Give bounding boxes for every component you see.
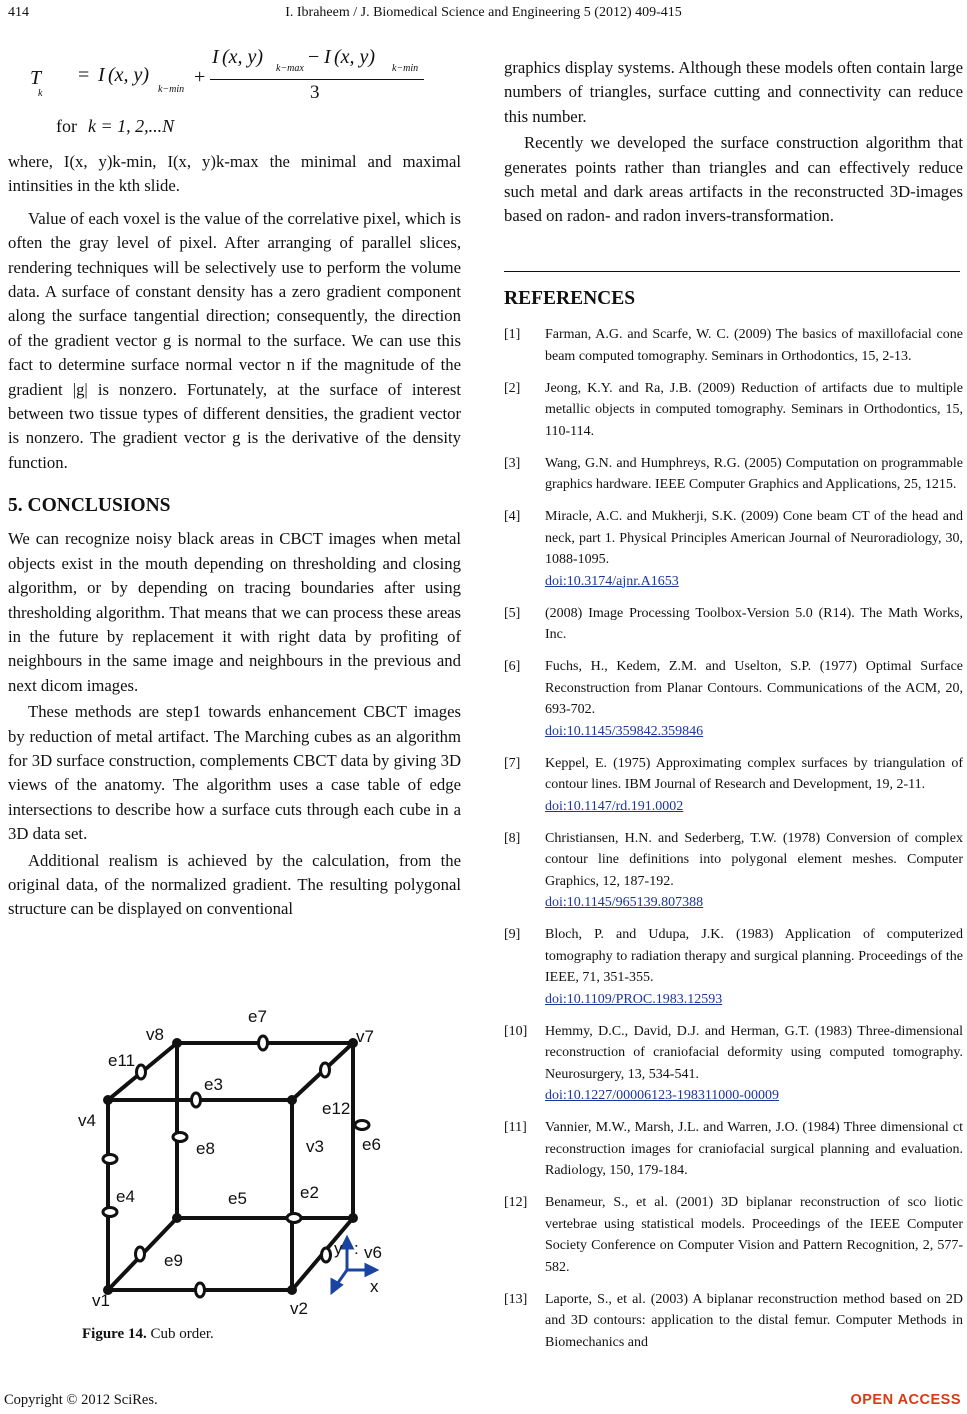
edge-midpoint (192, 1093, 201, 1107)
references-divider (504, 271, 960, 272)
running-head: I. Ibraheem / J. Biomedical Science and Engineering 5 (2012) 409-415 (285, 5, 682, 20)
reference-number: [9] (504, 927, 521, 942)
reference-item (504, 453, 963, 496)
reference-doi-link[interactable]: doi:10.1145/359842.359846 (545, 723, 704, 739)
edge-midpoint (137, 1065, 146, 1079)
formula-for: for (56, 116, 77, 136)
reference-item (504, 1021, 963, 1107)
page-number: 414 (8, 5, 29, 20)
reference-number: [11] (504, 1120, 527, 1135)
reference-number: [7] (504, 755, 521, 771)
reference-number: [6] (504, 659, 521, 674)
recent-work-paragraph: Recently we developed the surface construction algorithm that generates points rather than triangles and can effectively reduce such metal and dark areas artifacts in the reconstructed 3D-images based on radon- and radon invers-transformation. (504, 133, 963, 226)
edge-midpoint (173, 1133, 187, 1142)
label-e9: e9 (164, 1251, 183, 1270)
label-e5: e5 (228, 1189, 247, 1208)
conclusions-paragraph-1: We can recognize noisy black areas in CBCT images when metal objects exist in the mouth depending on thresholding and closing algorithm, or by depending on tracing boundaries after using thresholding algorithm. That means that we can process these areas in the future by replacement it with right data by profiting of neighbours in the same image and neighbours in the previous and next dicom images. (8, 529, 461, 695)
reference-text: Keppel, E. (1975) Approximating complex surfaces by triangulation of contour lines. IBM Journal of Research and Development, 19, 2-11. (545, 755, 963, 792)
reference-item (504, 828, 963, 914)
formula-minus: − (308, 46, 320, 68)
label-v6: v6 (364, 1243, 382, 1262)
reference-item (504, 324, 963, 367)
reference-item (504, 603, 963, 646)
formula-rhs-i: I (98, 64, 105, 86)
conclusions-paragraph-2: These methods are step1 towards enhancement CBCT images by reduction of metal artifact. The Marching cubes as an algorithm for 3D surface construction, complements CBCT data by giving 3D views of the anatomy. The algorithm uses a case table of edge intersections to describe how a surface cuts through each cube in a 3D data set. (8, 702, 461, 844)
fraction-bar (210, 79, 424, 80)
formula-lhs-sub: k (38, 88, 43, 99)
edge-midpoint (103, 1155, 117, 1164)
figure-caption-text: Cub order. (146, 1326, 214, 1342)
right-column (504, 56, 963, 229)
edge-midpoints (103, 1036, 369, 1297)
left-column (8, 40, 461, 922)
label-v2: v2 (290, 1299, 308, 1314)
reference-text: Miracle, A.C. and Mukherji, S.K. (2009) Cone beam CT of the head and neck, part 1. Physical Principles American Journal of Neuroradiology, 30, 1088-1095. (545, 509, 963, 567)
formula-denominator: 3 (310, 82, 320, 103)
x-arrowhead (366, 1265, 376, 1275)
figure-caption-label: Figure 14. (82, 1326, 147, 1342)
reference-text: Wang, G.N. and Humphreys, R.G. (2005) Computation on programmable graphics hardware. IEEE Computer Graphics and Applications, 25, 1215. (545, 455, 963, 492)
vertex-dot (172, 1038, 182, 1048)
voxel-paragraph: Value of each voxel is the value of the correlative pixel, which is often the gray level of pixel. After arranging of parallel slices, rendering techniques will be selectively use to perform the volume data. A surface of constant density has a zero gradient component along the surface tangential direction; consequently, the direction of the gradient vector g is normal to the surface. We can use this fact to determine surface normal vector n if the magnitude of the gradient |g| is nonzero. Fortunately, at the surface of interest between two tissue types of different densities, the gradient vector is nonzero. The gradient vector g is the derivative of the density function. (8, 208, 461, 472)
edge-midpoint (196, 1283, 205, 1297)
reference-number: [8] (504, 830, 521, 846)
label-e6: e6 (362, 1135, 381, 1154)
graphics-paragraph: graphics display systems. Although these models often contain large numbers of triangles, surface cutting and connectivity can reduce this number. (504, 58, 963, 126)
label-v7: v7 (356, 1027, 374, 1046)
label-e11: e11 (108, 1051, 136, 1070)
reference-text: Christiansen, H.N. and Sederberg, T.W. (1978) Conversion of complex contour line definitions into polygonal element meshes. Computer Graphics, 12, 187-192. (545, 830, 963, 889)
formula-num-sub-min: k−min (392, 63, 419, 74)
reference-doi-link[interactable]: doi:10.3174/ajnr.A1653 (545, 573, 679, 589)
reference-item (504, 506, 963, 592)
figure-caption (82, 1326, 214, 1343)
label-e3: e3 (204, 1075, 223, 1094)
reference-number: [5] (504, 605, 521, 621)
edge-midpoint (355, 1121, 369, 1130)
formula-num-i2: I (324, 46, 331, 68)
reference-item (504, 378, 963, 443)
formula-rhs-args: (x, y) (108, 64, 150, 86)
edge-midpoint (136, 1247, 145, 1261)
label-e12: e12 (322, 1099, 351, 1118)
reference-doi-link[interactable]: doi:10.1227/00006123-198311000-00009 (545, 1088, 779, 1103)
formula-num-args2: (x, y) (334, 46, 376, 68)
formula-num-sub-max: k−max (276, 63, 304, 74)
formula-num-i1: I (212, 46, 219, 68)
where-paragraph: where, I(x, y)k-min, I(x, y)k-max the minimal and maximal intinsities in the kth slide. (8, 152, 461, 196)
edge-midpoint (321, 1063, 330, 1077)
edge-midpoint (322, 1248, 331, 1262)
label-e4: e4 (116, 1187, 135, 1206)
label-v4: v4 (78, 1111, 96, 1130)
reference-number: [12] (504, 1195, 528, 1210)
reference-text: Laporte, S., et al. (2003) A biplanar reconstruction method based on 2D and 3D contours: application to the distal femur. Computer Methods in Biomechanics and (545, 1291, 963, 1350)
edge-midpoint (259, 1036, 268, 1050)
reference-number: [10] (504, 1023, 528, 1039)
reference-number: [1] (504, 327, 521, 342)
reference-text: (2008) Image Processing Toolbox-Version 5.0 (R14). The Math Works, Inc. (545, 605, 963, 642)
formula-plus: + (194, 66, 206, 88)
reference-doi-link[interactable]: doi:10.1145/965139.807388 (545, 895, 704, 910)
reference-item (504, 1289, 963, 1354)
references-list (504, 324, 963, 1353)
copyright-footer: Copyright © 2012 SciRes. (4, 1392, 158, 1408)
reference-text: Jeong, K.Y. and Ra, J.B. (2009) Reduction of artifacts due to multiple metallic objects in computed tomography. Seminars in Orthodontics, 15, 110-114. (545, 380, 963, 439)
reference-text: Vannier, M.W., Marsh, J.L. and Warren, J.O. (1984) Three dimensional ct reconstruction images for craniofacial surgical planning and evaluation. Radiology, 150, 179-184. (545, 1120, 963, 1178)
reference-text: Bloch, P. and Udupa, J.K. (1983) Application of computerized tomography to radiation therapy and surgical planning. Proceedings of the IEEE, 71, 351-355. (545, 927, 963, 985)
label-v1: v1 (92, 1291, 110, 1310)
formula-lhs-t: T (30, 67, 42, 89)
reference-text: Farman, A.G. and Scarfe, W. C. (2009) The basics of maxillofacial cone beam computed tomography. Seminars in Orthodontics, 15, 2-13. (545, 327, 963, 364)
reference-text: Fuchs, H., Kedem, Z.M. and Uselton, S.P. (1977) Optimal Surface Reconstruction from Planar Contours. Communications of the ACM, 20, 693-702. (545, 659, 963, 717)
threshold-formula (8, 40, 461, 140)
reference-text: Hemmy, D.C., David, D.J. and Herman, G.T. (1983) Three-dimensional reconstruction of craniofacial deformity using computed tomography. Neurosurgery, 13, 534-541. (545, 1023, 963, 1082)
reference-item (504, 924, 963, 1010)
conclusions-heading: 5. CONCLUSIONS (8, 495, 171, 517)
label-e7: e7 (248, 1007, 267, 1026)
label-e2: e2 (300, 1183, 319, 1202)
reference-item (504, 1117, 963, 1182)
vertex-dot (348, 1213, 358, 1223)
reference-number: [2] (504, 380, 521, 396)
label-v3: v3 (306, 1137, 324, 1156)
label-e8: e8 (196, 1139, 215, 1158)
formula-num-args1: (x, y) (222, 46, 264, 68)
edge-midpoint (103, 1208, 117, 1217)
references-heading: REFERENCES (504, 288, 636, 309)
reference-item (504, 1192, 963, 1278)
reference-text: Benameur, S., et al. (2001) 3D biplanar reconstruction of sco liotic vertebrae using statistical models. Proceedings of the IEEE Computer Society Conference on Computer Vision and Pattern Recognition, 2, 577-582. (545, 1195, 963, 1275)
vertex-dot (103, 1095, 113, 1105)
vertex-dot (172, 1213, 182, 1223)
formula-equals: = (78, 64, 90, 86)
formula-range: k = 1, 2,...N (88, 116, 175, 136)
vertex-dot (287, 1285, 297, 1295)
label-axis-x: x (370, 1277, 379, 1296)
conclusions-paragraph-3: Additional realism is achieved by the calculation, from the original data, of the normalized gradient. The resulting polygonal structure can be displayed on conventional (8, 850, 461, 919)
open-access-badge: OPEN ACCESS (850, 1392, 961, 1408)
reference-doi-link[interactable]: doi:10.1147/rd.191.0002 (545, 798, 684, 814)
vertex-dot (287, 1095, 297, 1105)
label-axis-y: y (334, 1239, 343, 1258)
cube-figure (70, 1002, 390, 1314)
reference-doi-link[interactable]: doi:10.1109/PROC.1983.12593 (545, 991, 723, 1007)
reference-item (504, 656, 963, 742)
label-v8: v8 (146, 1025, 164, 1044)
references-column (504, 288, 963, 1364)
y-arrowhead (342, 1238, 352, 1248)
reference-item (504, 753, 963, 818)
reference-number: [4] (504, 509, 521, 524)
cube-diagram (70, 1002, 390, 1314)
edge-midpoint (287, 1214, 301, 1223)
reference-number: [13] (504, 1291, 528, 1307)
formula-rhs-sub: k−min (158, 84, 185, 95)
label-colon: : (354, 1239, 359, 1258)
reference-number: [3] (504, 455, 521, 471)
